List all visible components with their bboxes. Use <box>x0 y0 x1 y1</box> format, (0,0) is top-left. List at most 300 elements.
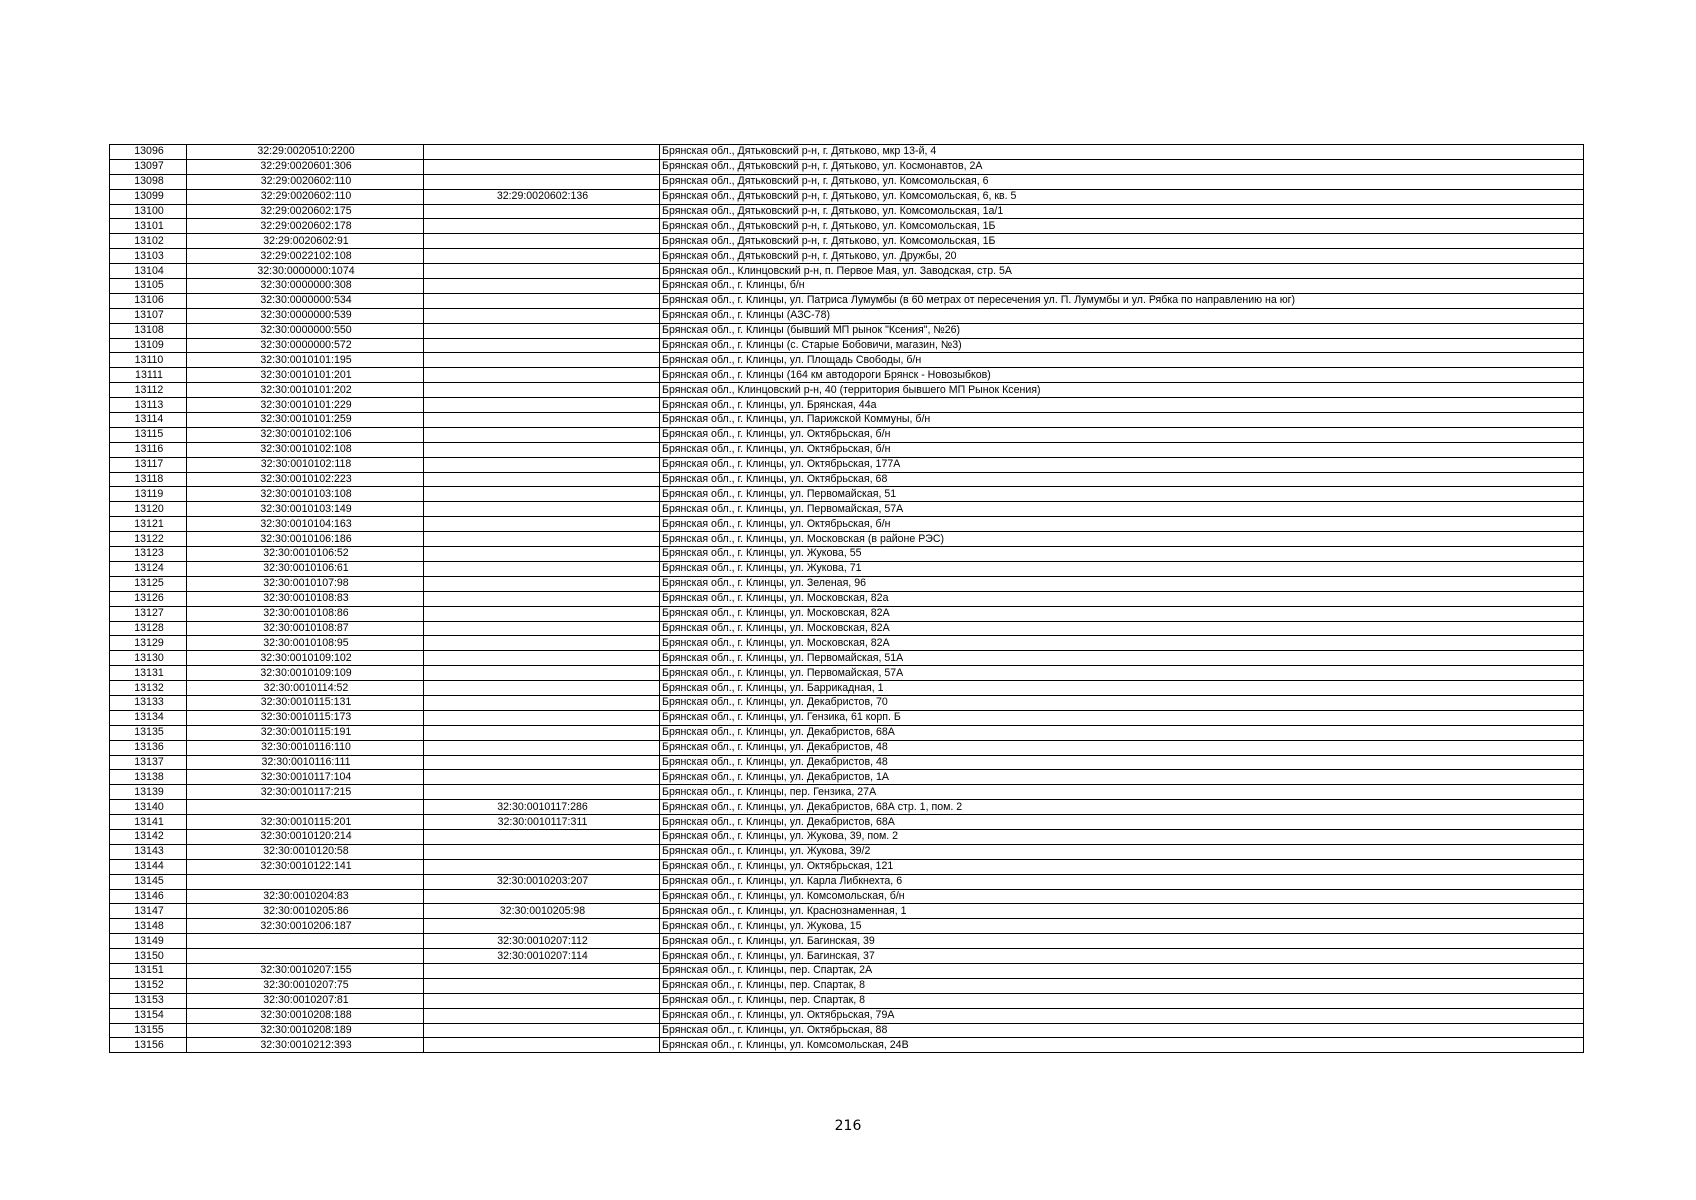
row-id-cell: 13141 <box>110 815 187 830</box>
row-id-cell: 13124 <box>110 561 187 576</box>
table-row <box>110 844 1584 859</box>
cadastral-number-secondary-cell <box>424 1023 660 1038</box>
table-row <box>110 338 1584 353</box>
cadastral-number-cell: 32:29:0020602:175 <box>187 204 424 219</box>
cadastral-number-cell: 32:30:0010122:141 <box>187 859 424 874</box>
cadastral-number-cell: 32:29:0020602:91 <box>187 234 424 249</box>
cadastral-number-secondary-cell <box>424 561 660 576</box>
cadastral-number-cell: 32:30:0000000:539 <box>187 308 424 323</box>
row-id-cell: 13152 <box>110 978 187 993</box>
address-cell: Брянская обл., г. Клинцы, ул. Московская, 82А <box>660 606 1584 621</box>
table-row <box>110 383 1584 398</box>
cadastral-number-secondary-cell <box>424 442 660 457</box>
cadastral-number-secondary-cell <box>424 323 660 338</box>
cadastral-number-cell: 32:30:0010101:202 <box>187 383 424 398</box>
table-row <box>110 219 1584 234</box>
row-id-cell: 13154 <box>110 1008 187 1023</box>
cadastral-number-cell <box>187 934 424 949</box>
row-id-cell: 13122 <box>110 532 187 547</box>
row-id-cell: 13097 <box>110 159 187 174</box>
table-row <box>110 978 1584 993</box>
cadastral-number-secondary-cell <box>424 978 660 993</box>
cadastral-number-cell: 32:30:0000000:308 <box>187 279 424 294</box>
table-row <box>110 710 1584 725</box>
cadastral-number-secondary-cell <box>424 219 660 234</box>
cadastral-number-cell: 32:30:0000000:1074 <box>187 264 424 279</box>
address-cell: Брянская обл., г. Клинцы, ул. Багинская, 39 <box>660 934 1584 949</box>
property-registry-table <box>109 144 1584 1053</box>
cadastral-number-secondary-cell <box>424 368 660 383</box>
row-id-cell: 13126 <box>110 591 187 606</box>
cadastral-number-secondary-cell <box>424 829 660 844</box>
cadastral-number-secondary-cell <box>424 770 660 785</box>
row-id-cell: 13153 <box>110 993 187 1008</box>
table-row <box>110 472 1584 487</box>
cadastral-number-secondary-cell: 32:30:0010117:286 <box>424 800 660 815</box>
cadastral-number-cell: 32:30:0010102:118 <box>187 457 424 472</box>
row-id-cell: 13127 <box>110 606 187 621</box>
cadastral-number-secondary-cell: 32:30:0010117:311 <box>424 815 660 830</box>
row-id-cell: 13139 <box>110 785 187 800</box>
address-cell: Брянская обл., г. Клинцы, ул. Декабристов, 70 <box>660 695 1584 710</box>
cadastral-number-secondary-cell <box>424 681 660 696</box>
table-row <box>110 264 1584 279</box>
cadastral-number-cell: 32:30:0010106:186 <box>187 532 424 547</box>
address-cell: Брянская обл., Дятьковский р-н, г. Дятьково, ул. Дружбы, 20 <box>660 249 1584 264</box>
address-cell: Брянская обл., г. Клинцы, ул. Декабристов, 48 <box>660 755 1584 770</box>
table-row <box>110 249 1584 264</box>
address-cell: Брянская обл., г. Клинцы, пер. Спартак, 2А <box>660 963 1584 978</box>
cadastral-number-cell: 32:30:0010108:95 <box>187 636 424 651</box>
table-row <box>110 547 1584 562</box>
cadastral-number-secondary-cell <box>424 844 660 859</box>
address-cell: Брянская обл., г. Клинцы, ул. Первомайская, 57А <box>660 502 1584 517</box>
cadastral-number-secondary-cell <box>424 785 660 800</box>
row-id-cell: 13129 <box>110 636 187 651</box>
table-row <box>110 770 1584 785</box>
cadastral-number-cell: 32:30:0010106:61 <box>187 561 424 576</box>
address-cell: Брянская обл., Клинцовский р-н, п. Первое Мая, ул. Заводская, стр. 5А <box>660 264 1584 279</box>
row-id-cell: 13103 <box>110 249 187 264</box>
address-cell: Брянская обл., Дятьковский р-н, г. Дятьково, ул. Комсомольская, 1Б <box>660 234 1584 249</box>
cadastral-number-cell: 32:30:0010115:131 <box>187 695 424 710</box>
address-cell: Брянская обл., г. Клинцы, ул. Жукова, 55 <box>660 547 1584 562</box>
row-id-cell: 13137 <box>110 755 187 770</box>
cadastral-number-cell <box>187 874 424 889</box>
cadastral-number-secondary-cell <box>424 993 660 1008</box>
table-row <box>110 591 1584 606</box>
address-cell: Брянская обл., г. Клинцы (164 км автодороги Брянск - Новозыбков) <box>660 368 1584 383</box>
cadastral-number-cell: 32:30:0010103:108 <box>187 487 424 502</box>
cadastral-number-secondary-cell <box>424 472 660 487</box>
cadastral-number-secondary-cell <box>424 576 660 591</box>
cadastral-number-cell: 32:30:0010108:87 <box>187 621 424 636</box>
table-row <box>110 561 1584 576</box>
table-row <box>110 502 1584 517</box>
row-id-cell: 13136 <box>110 740 187 755</box>
row-id-cell: 13098 <box>110 174 187 189</box>
table-row <box>110 725 1584 740</box>
row-id-cell: 13106 <box>110 293 187 308</box>
row-id-cell: 13131 <box>110 666 187 681</box>
cadastral-number-cell: 32:30:0010102:108 <box>187 442 424 457</box>
cadastral-number-secondary-cell <box>424 338 660 353</box>
address-cell: Брянская обл., Дятьковский р-н, г. Дятьково, ул. Комсомольская, 1Б <box>660 219 1584 234</box>
address-cell: Брянская обл., г. Клинцы, ул. Парижской Коммуны, б/н <box>660 413 1584 428</box>
cadastral-number-secondary-cell <box>424 695 660 710</box>
cadastral-number-cell: 32:30:0010106:52 <box>187 547 424 562</box>
cadastral-number-secondary-cell <box>424 159 660 174</box>
address-cell: Брянская обл., г. Клинцы, ул. Октябрьская, 121 <box>660 859 1584 874</box>
table-row <box>110 874 1584 889</box>
row-id-cell: 13096 <box>110 145 187 160</box>
cadastral-number-secondary-cell <box>424 427 660 442</box>
cadastral-number-cell: 32:30:0010101:201 <box>187 368 424 383</box>
table-row <box>110 368 1584 383</box>
table-row <box>110 1023 1584 1038</box>
address-cell: Брянская обл., г. Клинцы (с. Старые Бобовичи, магазин, №3) <box>660 338 1584 353</box>
address-cell: Брянская обл., г. Клинцы, ул. Краснознаменная, 1 <box>660 904 1584 919</box>
cadastral-number-cell: 32:30:0000000:550 <box>187 323 424 338</box>
address-cell: Брянская обл., г. Клинцы, ул. Московская (в районе РЭС) <box>660 532 1584 547</box>
row-id-cell: 13116 <box>110 442 187 457</box>
cadastral-number-secondary-cell <box>424 308 660 323</box>
cadastral-number-secondary-cell <box>424 279 660 294</box>
cadastral-number-secondary-cell <box>424 383 660 398</box>
cadastral-number-cell: 32:30:0010103:149 <box>187 502 424 517</box>
cadastral-number-cell: 32:30:0010108:86 <box>187 606 424 621</box>
address-cell: Брянская обл., Дятьковский р-н, г. Дятьково, ул. Космонавтов, 2А <box>660 159 1584 174</box>
address-cell: Брянская обл., г. Клинцы, ул. Московская, 82А <box>660 621 1584 636</box>
cadastral-number-cell: 32:30:0010117:215 <box>187 785 424 800</box>
address-cell: Брянская обл., г. Клинцы, ул. Карла Либкнехта, 6 <box>660 874 1584 889</box>
address-cell: Брянская обл., г. Клинцы, ул. Жукова, 71 <box>660 561 1584 576</box>
address-cell: Брянская обл., г. Клинцы, ул. Октябрьская, 88 <box>660 1023 1584 1038</box>
cadastral-number-secondary-cell: 32:30:0010203:207 <box>424 874 660 889</box>
cadastral-number-cell: 32:30:0010120:58 <box>187 844 424 859</box>
address-cell: Брянская обл., Дятьковский р-н, г. Дятьково, ул. Комсомольская, 6, кв. 5 <box>660 189 1584 204</box>
table-row <box>110 576 1584 591</box>
table-row <box>110 785 1584 800</box>
table-row <box>110 859 1584 874</box>
cadastral-number-secondary-cell <box>424 591 660 606</box>
table-row <box>110 234 1584 249</box>
cadastral-number-cell: 32:30:0010115:173 <box>187 710 424 725</box>
address-cell: Брянская обл., г. Клинцы (бывший МП рынок "Ксения", №26) <box>660 323 1584 338</box>
address-cell: Брянская обл., г. Клинцы, б/н <box>660 279 1584 294</box>
address-cell: Брянская обл., Дятьковский р-н, г. Дятьково, мкр 13-й, 4 <box>660 145 1584 160</box>
address-cell: Брянская обл., г. Клинцы, ул. Декабристов, 68А <box>660 815 1584 830</box>
table-row <box>110 963 1584 978</box>
cadastral-number-cell: 32:30:0010114:52 <box>187 681 424 696</box>
address-cell: Брянская обл., г. Клинцы, ул. Октябрьская, б/н <box>660 517 1584 532</box>
table-row <box>110 651 1584 666</box>
row-id-cell: 13148 <box>110 919 187 934</box>
row-id-cell: 13099 <box>110 189 187 204</box>
row-id-cell: 13117 <box>110 457 187 472</box>
table-row <box>110 145 1584 160</box>
cadastral-number-cell: 32:30:0010117:104 <box>187 770 424 785</box>
cadastral-number-secondary-cell <box>424 532 660 547</box>
row-id-cell: 13142 <box>110 829 187 844</box>
table-row <box>110 279 1584 294</box>
cadastral-number-cell: 32:30:0010208:188 <box>187 1008 424 1023</box>
address-cell: Брянская обл., г. Клинцы, ул. Гензика, 61 корп. Б <box>660 710 1584 725</box>
row-id-cell: 13138 <box>110 770 187 785</box>
table-row <box>110 800 1584 815</box>
table-row <box>110 293 1584 308</box>
row-id-cell: 13115 <box>110 427 187 442</box>
table-row <box>110 532 1584 547</box>
cadastral-number-secondary-cell <box>424 919 660 934</box>
cadastral-number-secondary-cell: 32:30:0010207:114 <box>424 949 660 964</box>
cadastral-number-cell: 32:30:0010115:191 <box>187 725 424 740</box>
cadastral-number-secondary-cell <box>424 353 660 368</box>
cadastral-number-secondary-cell <box>424 145 660 160</box>
row-id-cell: 13121 <box>110 517 187 532</box>
cadastral-number-secondary-cell <box>424 398 660 413</box>
cadastral-number-secondary-cell: 32:30:0010205:98 <box>424 904 660 919</box>
cadastral-number-cell: 32:30:0010107:98 <box>187 576 424 591</box>
row-id-cell: 13125 <box>110 576 187 591</box>
address-cell: Брянская обл., г. Клинцы, ул. Октябрьская, 68 <box>660 472 1584 487</box>
cadastral-number-secondary-cell <box>424 502 660 517</box>
address-cell: Брянская обл., г. Клинцы, пер. Спартак, 8 <box>660 993 1584 1008</box>
cadastral-number-secondary-cell: 32:29:0020602:136 <box>424 189 660 204</box>
cadastral-number-cell: 32:30:0010102:223 <box>187 472 424 487</box>
address-cell: Брянская обл., г. Клинцы, ул. Зеленая, 96 <box>660 576 1584 591</box>
cadastral-number-secondary-cell <box>424 487 660 502</box>
cadastral-number-cell: 32:30:0000000:572 <box>187 338 424 353</box>
cadastral-number-secondary-cell <box>424 725 660 740</box>
row-id-cell: 13135 <box>110 725 187 740</box>
cadastral-number-cell: 32:30:0000000:534 <box>187 293 424 308</box>
cadastral-number-cell: 32:29:0020601:306 <box>187 159 424 174</box>
cadastral-number-secondary-cell <box>424 517 660 532</box>
row-id-cell: 13128 <box>110 621 187 636</box>
cadastral-number-secondary-cell <box>424 963 660 978</box>
cadastral-number-cell: 32:29:0020510:2200 <box>187 145 424 160</box>
address-cell: Брянская обл., г. Клинцы, ул. Октябрьская, б/н <box>660 427 1584 442</box>
cadastral-number-cell: 32:30:0010116:110 <box>187 740 424 755</box>
cadastral-number-cell: 32:30:0010212:393 <box>187 1038 424 1053</box>
address-cell: Брянская обл., г. Клинцы, пер. Спартак, 8 <box>660 978 1584 993</box>
table-row <box>110 755 1584 770</box>
address-cell: Брянская обл., г. Клинцы, ул. Комсомольская, 24В <box>660 1038 1584 1053</box>
row-id-cell: 13149 <box>110 934 187 949</box>
table-row <box>110 353 1584 368</box>
cadastral-number-cell: 32:29:0022102:108 <box>187 249 424 264</box>
table-row <box>110 398 1584 413</box>
table-row <box>110 1038 1584 1053</box>
cadastral-number-secondary-cell <box>424 621 660 636</box>
cadastral-number-secondary-cell <box>424 264 660 279</box>
table-row <box>110 919 1584 934</box>
cadastral-number-secondary-cell <box>424 1038 660 1053</box>
cadastral-number-secondary-cell <box>424 457 660 472</box>
row-id-cell: 13130 <box>110 651 187 666</box>
table-row <box>110 487 1584 502</box>
page-number: 216 <box>834 1118 862 1134</box>
table-row <box>110 666 1584 681</box>
cadastral-number-cell: 32:30:0010120:214 <box>187 829 424 844</box>
row-id-cell: 13156 <box>110 1038 187 1053</box>
table-row <box>110 308 1584 323</box>
table-row <box>110 889 1584 904</box>
cadastral-number-cell: 32:30:0010208:189 <box>187 1023 424 1038</box>
cadastral-number-cell: 32:30:0010108:83 <box>187 591 424 606</box>
row-id-cell: 13118 <box>110 472 187 487</box>
cadastral-number-secondary-cell <box>424 889 660 904</box>
cadastral-number-cell: 32:30:0010101:229 <box>187 398 424 413</box>
table-row <box>110 681 1584 696</box>
address-cell: Брянская обл., г. Клинцы, ул. Первомайская, 57А <box>660 666 1584 681</box>
table-row <box>110 427 1584 442</box>
row-id-cell: 13146 <box>110 889 187 904</box>
table-row <box>110 904 1584 919</box>
address-cell: Брянская обл., г. Клинцы, ул. Патриса Лумумбы (в 60 метрах от пересечения ул. П. Лумумбы и ул. Рябка по направлению на юг) <box>660 293 1584 308</box>
table-row <box>110 636 1584 651</box>
row-id-cell: 13101 <box>110 219 187 234</box>
table-row <box>110 740 1584 755</box>
table-row <box>110 993 1584 1008</box>
row-id-cell: 13151 <box>110 963 187 978</box>
cadastral-number-cell: 32:30:0010207:75 <box>187 978 424 993</box>
row-id-cell: 13134 <box>110 710 187 725</box>
address-cell: Брянская обл., г. Клинцы, ул. Декабристов, 68А стр. 1, пом. 2 <box>660 800 1584 815</box>
table-row <box>110 829 1584 844</box>
address-cell: Брянская обл., г. Клинцы, ул. Багинская, 37 <box>660 949 1584 964</box>
table-row <box>110 457 1584 472</box>
cadastral-number-cell: 32:29:0020602:110 <box>187 189 424 204</box>
cadastral-number-cell: 32:30:0010109:109 <box>187 666 424 681</box>
address-cell: Брянская обл., г. Клинцы, ул. Московская, 82а <box>660 591 1584 606</box>
table-row <box>110 189 1584 204</box>
cadastral-number-secondary-cell <box>424 755 660 770</box>
cadastral-number-cell: 32:30:0010101:259 <box>187 413 424 428</box>
table-body <box>110 145 1584 1053</box>
table-row <box>110 934 1584 949</box>
address-cell: Брянская обл., г. Клинцы, ул. Московская, 82А <box>660 636 1584 651</box>
table-row <box>110 1008 1584 1023</box>
address-cell: Брянская обл., г. Клинцы, ул. Первомайская, 51 <box>660 487 1584 502</box>
table-row <box>110 621 1584 636</box>
address-cell: Брянская обл., г. Клинцы, пер. Гензика, 27А <box>660 785 1584 800</box>
cadastral-number-cell: 32:30:0010116:111 <box>187 755 424 770</box>
address-cell: Брянская обл., г. Клинцы, ул. Баррикадная, 1 <box>660 681 1584 696</box>
row-id-cell: 13123 <box>110 547 187 562</box>
row-id-cell: 13145 <box>110 874 187 889</box>
address-cell: Брянская обл., Дятьковский р-н, г. Дятьково, ул. Комсомольская, 6 <box>660 174 1584 189</box>
cadastral-number-secondary-cell: 32:30:0010207:112 <box>424 934 660 949</box>
cadastral-number-secondary-cell <box>424 249 660 264</box>
address-cell: Брянская обл., Клинцовский р-н, 40 (территория бывшего МП Рынок Ксения) <box>660 383 1584 398</box>
row-id-cell: 13108 <box>110 323 187 338</box>
address-cell: Брянская обл., г. Клинцы, ул. Октябрьская, 79А <box>660 1008 1584 1023</box>
address-cell: Брянская обл., г. Клинцы, ул. Жукова, 39/2 <box>660 844 1584 859</box>
address-cell: Брянская обл., г. Клинцы, ул. Первомайская, 51А <box>660 651 1584 666</box>
row-id-cell: 13102 <box>110 234 187 249</box>
row-id-cell: 13114 <box>110 413 187 428</box>
row-id-cell: 13112 <box>110 383 187 398</box>
address-cell: Брянская обл., г. Клинцы, ул. Декабристов, 68А <box>660 725 1584 740</box>
table-row <box>110 204 1584 219</box>
row-id-cell: 13140 <box>110 800 187 815</box>
cadastral-number-secondary-cell <box>424 636 660 651</box>
cadastral-number-secondary-cell <box>424 859 660 874</box>
cadastral-number-cell: 32:30:0010207:155 <box>187 963 424 978</box>
row-id-cell: 13155 <box>110 1023 187 1038</box>
row-id-cell: 13110 <box>110 353 187 368</box>
row-id-cell: 13105 <box>110 279 187 294</box>
cadastral-number-cell: 32:30:0010206:187 <box>187 919 424 934</box>
cadastral-number-secondary-cell <box>424 1008 660 1023</box>
row-id-cell: 13132 <box>110 681 187 696</box>
row-id-cell: 13109 <box>110 338 187 353</box>
row-id-cell: 13143 <box>110 844 187 859</box>
row-id-cell: 13113 <box>110 398 187 413</box>
row-id-cell: 13119 <box>110 487 187 502</box>
cadastral-number-secondary-cell <box>424 740 660 755</box>
table-row <box>110 442 1584 457</box>
table-row <box>110 174 1584 189</box>
cadastral-number-cell: 32:30:0010204:83 <box>187 889 424 904</box>
table-row <box>110 815 1584 830</box>
row-id-cell: 13144 <box>110 859 187 874</box>
cadastral-number-secondary-cell <box>424 710 660 725</box>
address-cell: Брянская обл., г. Клинцы (АЗС-78) <box>660 308 1584 323</box>
cadastral-number-cell: 32:29:0020602:178 <box>187 219 424 234</box>
cadastral-number-secondary-cell <box>424 413 660 428</box>
address-cell: Брянская обл., г. Клинцы, ул. Декабристов, 48 <box>660 740 1584 755</box>
cadastral-number-cell: 32:29:0020602:110 <box>187 174 424 189</box>
cadastral-number-secondary-cell <box>424 666 660 681</box>
address-cell: Брянская обл., г. Клинцы, ул. Жукова, 15 <box>660 919 1584 934</box>
address-cell: Брянская обл., г. Клинцы, ул. Комсомольская, б/н <box>660 889 1584 904</box>
table-row <box>110 413 1584 428</box>
row-id-cell: 13100 <box>110 204 187 219</box>
row-id-cell: 13111 <box>110 368 187 383</box>
cadastral-number-cell: 32:30:0010109:102 <box>187 651 424 666</box>
cadastral-number-cell: 32:30:0010101:195 <box>187 353 424 368</box>
row-id-cell: 13133 <box>110 695 187 710</box>
cadastral-number-cell: 32:30:0010115:201 <box>187 815 424 830</box>
table-row <box>110 517 1584 532</box>
cadastral-number-secondary-cell <box>424 204 660 219</box>
cadastral-number-secondary-cell <box>424 234 660 249</box>
row-id-cell: 13120 <box>110 502 187 517</box>
table-row <box>110 949 1584 964</box>
row-id-cell: 13150 <box>110 949 187 964</box>
cadastral-number-secondary-cell <box>424 547 660 562</box>
address-cell: Брянская обл., г. Клинцы, ул. Площадь Свободы, б/н <box>660 353 1584 368</box>
cadastral-number-cell: 32:30:0010207:81 <box>187 993 424 1008</box>
row-id-cell: 13147 <box>110 904 187 919</box>
cadastral-number-cell: 32:30:0010205:86 <box>187 904 424 919</box>
cadastral-number-secondary-cell <box>424 293 660 308</box>
cadastral-number-cell: 32:30:0010104:163 <box>187 517 424 532</box>
address-cell: Брянская обл., г. Клинцы, ул. Брянская, 44а <box>660 398 1584 413</box>
cadastral-number-cell <box>187 949 424 964</box>
address-cell: Брянская обл., г. Клинцы, ул. Декабристов, 1А <box>660 770 1584 785</box>
row-id-cell: 13104 <box>110 264 187 279</box>
address-cell: Брянская обл., г. Клинцы, ул. Октябрьская, 177А <box>660 457 1584 472</box>
address-cell: Брянская обл., Дятьковский р-н, г. Дятьково, ул. Комсомольская, 1а/1 <box>660 204 1584 219</box>
cadastral-number-secondary-cell <box>424 651 660 666</box>
cadastral-number-cell: 32:30:0010102:106 <box>187 427 424 442</box>
table-row <box>110 323 1584 338</box>
cadastral-number-secondary-cell <box>424 174 660 189</box>
